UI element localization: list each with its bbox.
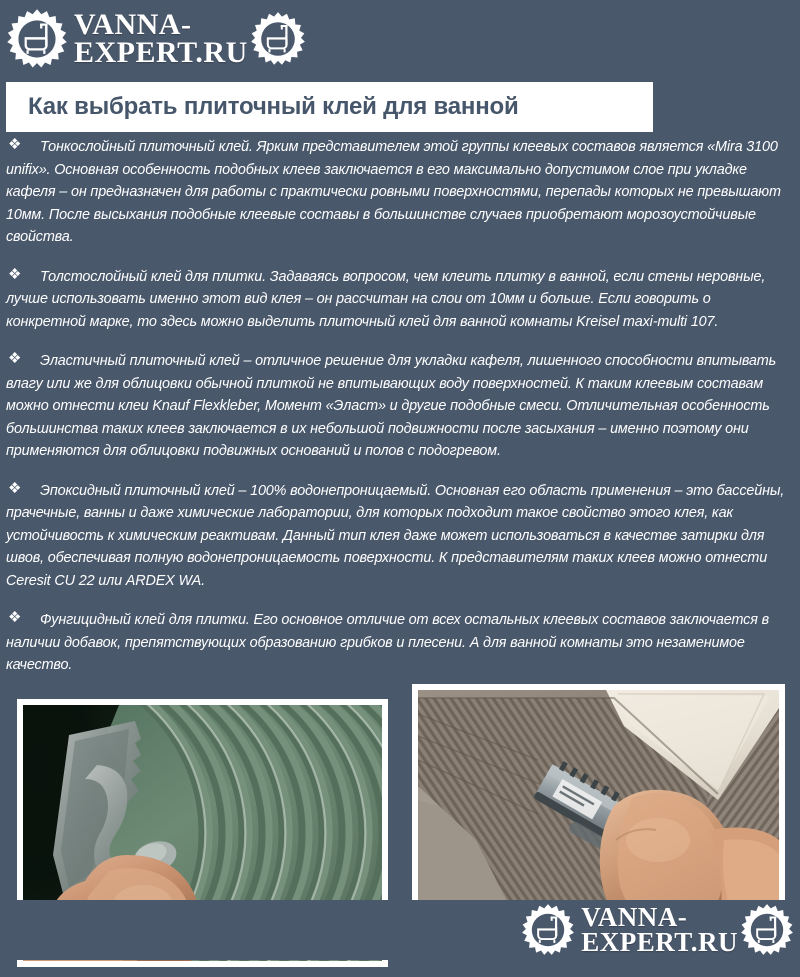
diamond-bullet-icon: ❖	[8, 479, 22, 497]
list-item-text: Эпоксидный плиточный клей – 100% водонепроницаемый. Основная его область применения – это бассейны, прачечные, ванны и даже химические лаборатории, для которых подходит такое свойство этого клея, как устойчивость к химическим реактивам. Данный тип клея даже может использоваться в качестве затирки для швов, обеспечивая полную водонепроницаемость поверхности. К представителям таких клеев можно отнести Ceresit CU 22 или ARDEX WA.	[6, 482, 785, 589]
gear-bathtub-icon	[6, 8, 68, 70]
gear-bathtub-icon-secondary	[740, 903, 794, 957]
photo-image	[418, 690, 779, 931]
list-item-text: Толстослойный клей для плитки. Задаваясь вопросом, чем клеить плитку в ванной, если стены неровные, лучше использовать именно этот вид клея – он рассчитан на слои от 10мм и больше. Если говорить о конкретной марке, то здесь можно выделить плиточный клей для ванной комнаты Kreisel maxi-multi 107.	[6, 268, 766, 330]
gear-bathtub-icon-secondary	[250, 11, 306, 67]
diamond-bullet-icon: ❖	[8, 350, 22, 367]
footer-wordmark-line-1: VANNA-	[581, 901, 688, 932]
title-band	[6, 82, 653, 132]
site-header	[0, 0, 800, 78]
diamond-bullet-icon: ❖	[8, 609, 22, 626]
list-item	[6, 266, 788, 334]
wordmark-line-2: EXPERT.RU	[74, 36, 248, 69]
site-logo[interactable]	[6, 6, 306, 72]
list-item-text: Фунгицидный клей для плитки. Его основное отличие от всех остальных клеевых составов заключается в наличии добавок, препятствующих образованию грибков и плесени. А для ванной комнаты это незаменимое качество.	[6, 612, 769, 673]
list-item-text: Тонкослойный плиточный клей. Ярким представителем этой группы клеевых составов является «Mira 3100 unifix». Основная особенность подобных клеев заключается в его максимально допустимом слое при укладке кафеля – он предназначен для работы с практически ровными поверхностями, перепады которых не превышают 10мм. После высыхания подобные клеевые составы в большинстве случаев приобретают морозоустойчивые свойства.	[6, 139, 781, 245]
list-item	[6, 480, 788, 593]
page-title: Как выбрать плиточный клей для ванной	[28, 93, 519, 120]
diamond-bullet-icon: ❖	[8, 136, 22, 153]
gear-bathtub-icon	[521, 903, 575, 957]
site-wordmark	[74, 8, 248, 69]
list-item-text: Эластичный плиточный клей – отличное решение для укладки кафеля, лишенного способности впитывать влагу или же для облицовки обычной плиткой не впитывающих воду поверхностей. К таким клеевым составам можно отнести клеи Knauf Flexkleber, Момент «Эласт» и другие подобные смеси. Отличительная особенность большинства таких клеев заключается в их небольшой подвижности после засыхания – именно поэтому они применяются для облицовки подвижных оснований и полов с подогревом.	[6, 353, 777, 459]
list-item	[6, 136, 788, 249]
footer-wordmark	[581, 901, 738, 957]
footer-wordmark-line-2: EXPERT.RU	[581, 927, 738, 957]
list-item	[6, 350, 788, 463]
site-footer	[0, 900, 800, 960]
article-body	[0, 132, 800, 677]
list-item	[6, 609, 788, 677]
title-bar	[0, 78, 800, 132]
wordmark-line-1: VANNA-	[74, 8, 192, 42]
diamond-bullet-icon: ❖	[8, 265, 22, 283]
footer-logo[interactable]	[521, 897, 794, 963]
